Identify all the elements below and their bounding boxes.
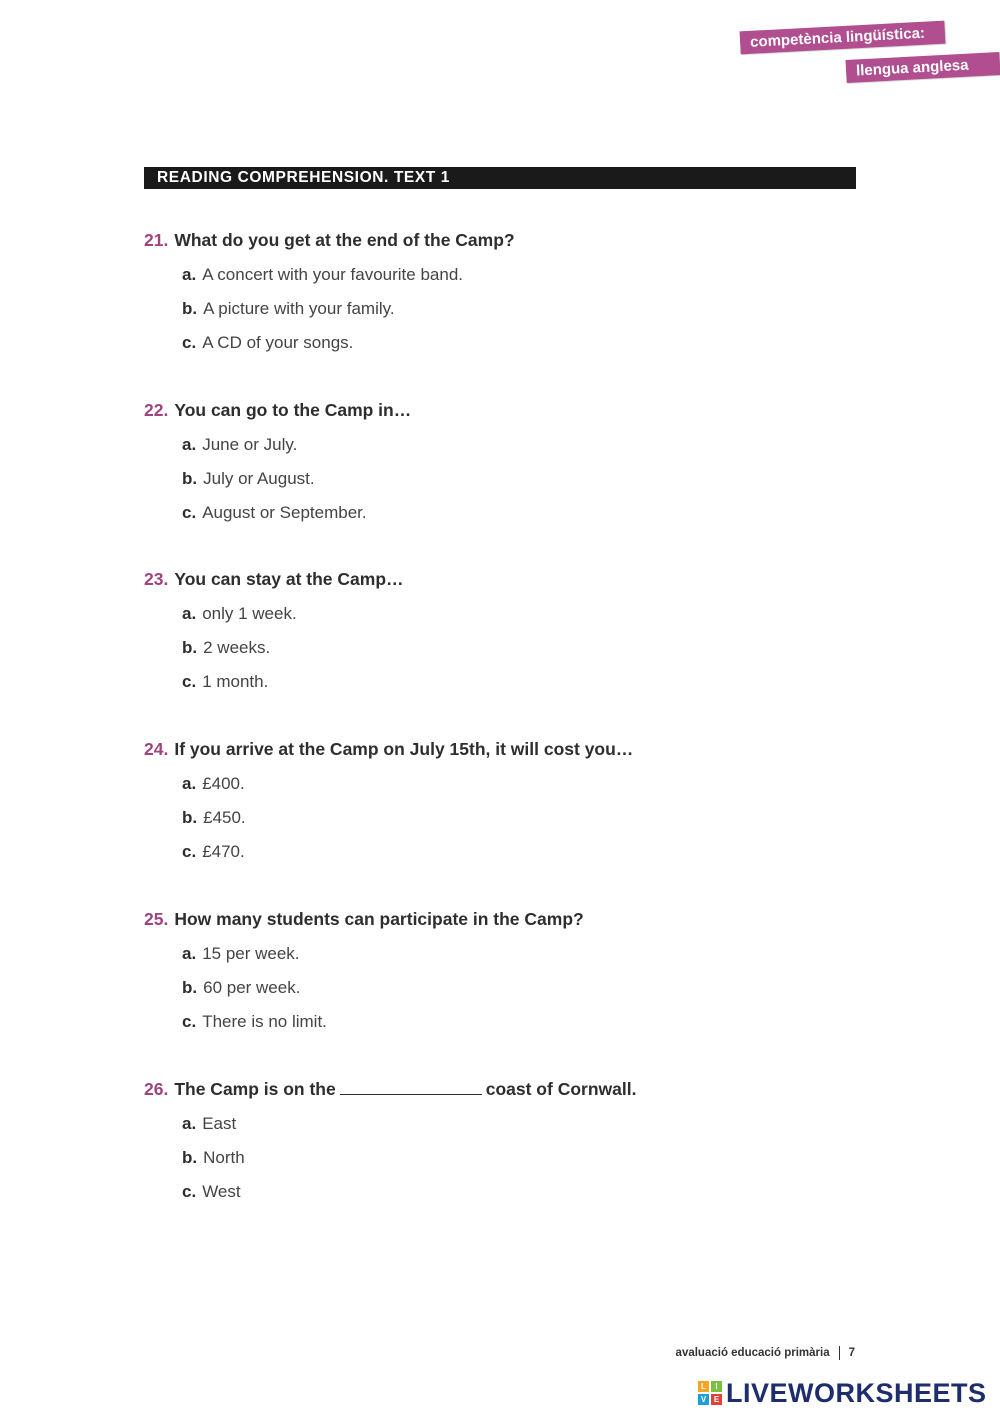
- option-list: [182, 772, 864, 864]
- logo-letter: I: [711, 1381, 722, 1392]
- option-c[interactable]: [182, 670, 864, 694]
- option-c[interactable]: [182, 840, 864, 864]
- logo-letter: V: [698, 1394, 709, 1405]
- question-24: [144, 737, 864, 874]
- option-text: A CD of your songs.: [202, 333, 354, 352]
- option-letter: a.: [182, 604, 197, 623]
- option-a[interactable]: [182, 1112, 864, 1136]
- option-text: 2 weeks.: [203, 638, 271, 657]
- option-text: A concert with your favourite band.: [202, 265, 463, 284]
- question-text: If you arrive at the Camp on July 15th, it will cost you…: [174, 739, 634, 759]
- option-letter: c.: [182, 842, 197, 861]
- question-number: 22.: [144, 400, 169, 420]
- option-b[interactable]: [182, 636, 864, 660]
- question-21: [144, 228, 864, 365]
- option-letter: a.: [182, 944, 197, 963]
- question-25: [144, 907, 864, 1044]
- option-text: 15 per week.: [202, 944, 300, 963]
- question-23: [144, 567, 864, 704]
- option-text: 1 month.: [202, 672, 269, 691]
- option-text: June or July.: [202, 435, 298, 454]
- option-text: West: [202, 1182, 241, 1201]
- option-text: £470.: [202, 842, 245, 861]
- question-number: 21.: [144, 230, 169, 250]
- question-text: What do you get at the end of the Camp?: [174, 230, 515, 250]
- option-letter: b.: [182, 638, 198, 657]
- question-text-before: The Camp is on the: [174, 1079, 336, 1099]
- page-number: 7: [848, 1347, 855, 1360]
- fill-in-blank[interactable]: [340, 1078, 482, 1095]
- option-a[interactable]: [182, 602, 864, 626]
- option-b[interactable]: [182, 1146, 864, 1170]
- option-c[interactable]: [182, 501, 864, 525]
- question-number: 26.: [144, 1079, 169, 1099]
- liveworksheets-watermark: [698, 1376, 987, 1410]
- footer-divider: [839, 1346, 840, 1360]
- option-text: 60 per week.: [203, 978, 301, 997]
- option-letter: c.: [182, 1012, 197, 1031]
- option-b[interactable]: [182, 976, 864, 1000]
- option-letter: b.: [182, 469, 198, 488]
- option-text: £400.: [202, 774, 245, 793]
- option-text: North: [203, 1148, 245, 1167]
- option-text: only 1 week.: [202, 604, 297, 623]
- option-letter: c.: [182, 333, 197, 352]
- question-text: How many students can participate in the Camp?: [174, 909, 584, 929]
- option-a[interactable]: [182, 772, 864, 796]
- option-letter: b.: [182, 978, 198, 997]
- option-list: [182, 1112, 864, 1204]
- question-text: You can go to the Camp in…: [174, 400, 412, 420]
- option-letter: b.: [182, 1148, 198, 1167]
- subject-tag-competencia: competència lingüística:: [740, 21, 946, 55]
- option-letter: a.: [182, 774, 197, 793]
- option-letter: b.: [182, 299, 198, 318]
- option-list: [182, 433, 864, 525]
- option-b[interactable]: [182, 467, 864, 491]
- option-text: A picture with your family.: [203, 299, 395, 318]
- option-letter: b.: [182, 808, 198, 827]
- option-c[interactable]: [182, 331, 864, 355]
- option-letter: c.: [182, 672, 197, 691]
- page-footer: [676, 1346, 855, 1360]
- option-a[interactable]: [182, 433, 864, 457]
- option-c[interactable]: [182, 1010, 864, 1034]
- footer-label: avaluació educació primària: [675, 1347, 830, 1360]
- option-letter: a.: [182, 265, 197, 284]
- question-text: You can stay at the Camp…: [174, 569, 404, 589]
- option-letter: a.: [182, 1114, 197, 1133]
- option-list: [182, 942, 864, 1034]
- question-number: 23.: [144, 569, 169, 589]
- option-list: [182, 263, 864, 355]
- question-text-after: coast of Cornwall.: [485, 1079, 637, 1099]
- option-text: July or August.: [203, 469, 315, 488]
- option-text: August or September.: [202, 503, 367, 522]
- option-b[interactable]: [182, 297, 864, 321]
- question-26: [144, 1077, 864, 1214]
- logo-letter: E: [711, 1394, 722, 1405]
- question-22: [144, 398, 864, 535]
- question-number: 24.: [144, 739, 169, 759]
- option-text: East: [202, 1114, 237, 1133]
- option-text: There is no limit.: [202, 1012, 327, 1031]
- option-letter: a.: [182, 435, 197, 454]
- option-b[interactable]: [182, 806, 864, 830]
- subject-tag-llengua: llengua anglesa: [846, 52, 1000, 83]
- option-letter: c.: [182, 1182, 197, 1201]
- liveworksheets-logo-icon: [698, 1381, 722, 1405]
- watermark-text: LIVEWORKSHEETS: [726, 1377, 987, 1408]
- question-number: 25.: [144, 909, 169, 929]
- option-letter: c.: [182, 503, 197, 522]
- option-a[interactable]: [182, 942, 864, 966]
- section-title: READING COMPREHENSION. TEXT 1: [144, 167, 856, 189]
- option-list: [182, 602, 864, 694]
- option-text: £450.: [203, 808, 246, 827]
- logo-letter: L: [698, 1381, 709, 1392]
- option-a[interactable]: [182, 263, 864, 287]
- option-c[interactable]: [182, 1180, 864, 1204]
